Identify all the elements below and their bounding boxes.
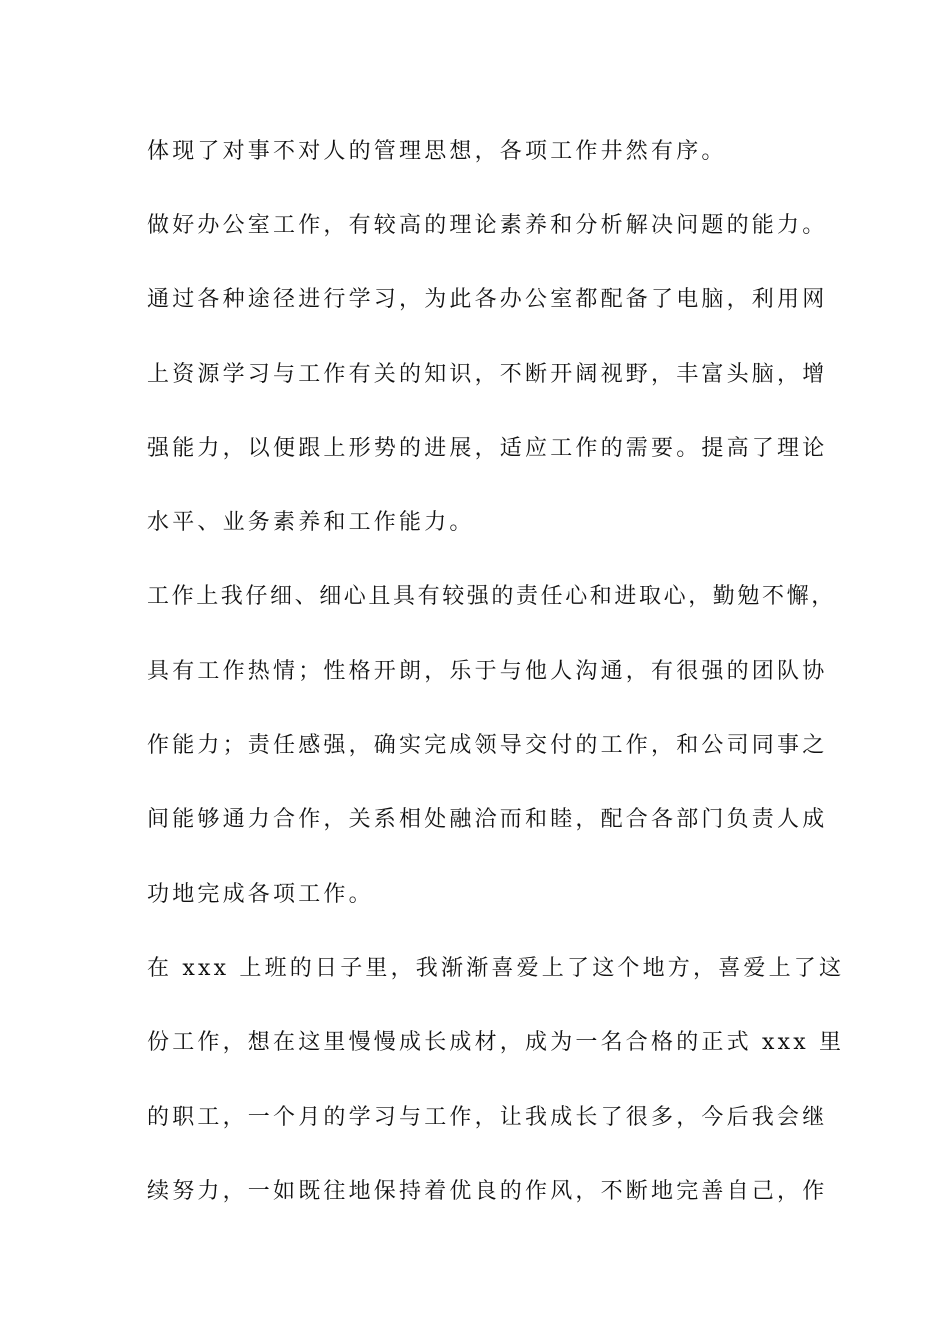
text-line: 做好办公室工作，有较高的理论素养和分析解决问题的能力。: [147, 213, 828, 238]
text-line: 水平、业务素养和工作能力。: [147, 510, 475, 535]
text-line: 功地完成各项工作。: [147, 882, 374, 907]
text-line: 工作上我仔细、细心且具有较强的责任心和进取心，勤勉不懈，: [147, 584, 836, 609]
text-line: 续努力，一如既往地保持着优良的作风，不断地完善自己，作: [147, 1179, 828, 1204]
text-line: 份工作，想在这里慢慢成长成材，成为一名合格的正式 xxx 里: [147, 1030, 845, 1055]
text-line: 在 xxx 上班的日子里，我渐渐喜爱上了这个地方，喜爱上了这: [147, 956, 845, 981]
text-line: 具有工作热情；性格开朗，乐于与他人沟通，有很强的团队协: [147, 659, 828, 684]
text-line: 间能够通力合作，关系相处融洽而和睦，配合各部门负责人成: [147, 807, 828, 832]
text-line: 作能力；责任感强，确实完成领导交付的工作，和公司同事之: [147, 733, 828, 758]
text-line: 的职工，一个月的学习与工作，让我成长了很多，今后我会继: [147, 1105, 828, 1130]
text-line: 强能力，以便跟上形势的进展，适应工作的需要。提高了理论: [147, 436, 828, 461]
text-line: 通过各种途径进行学习，为此各办公室都配备了电脑，利用网: [147, 287, 828, 312]
text-line: 上资源学习与工作有关的知识，不断开阔视野，丰富头脑，增: [147, 362, 828, 387]
text-line: 体现了对事不对人的管理思想，各项工作井然有序。: [147, 139, 727, 164]
